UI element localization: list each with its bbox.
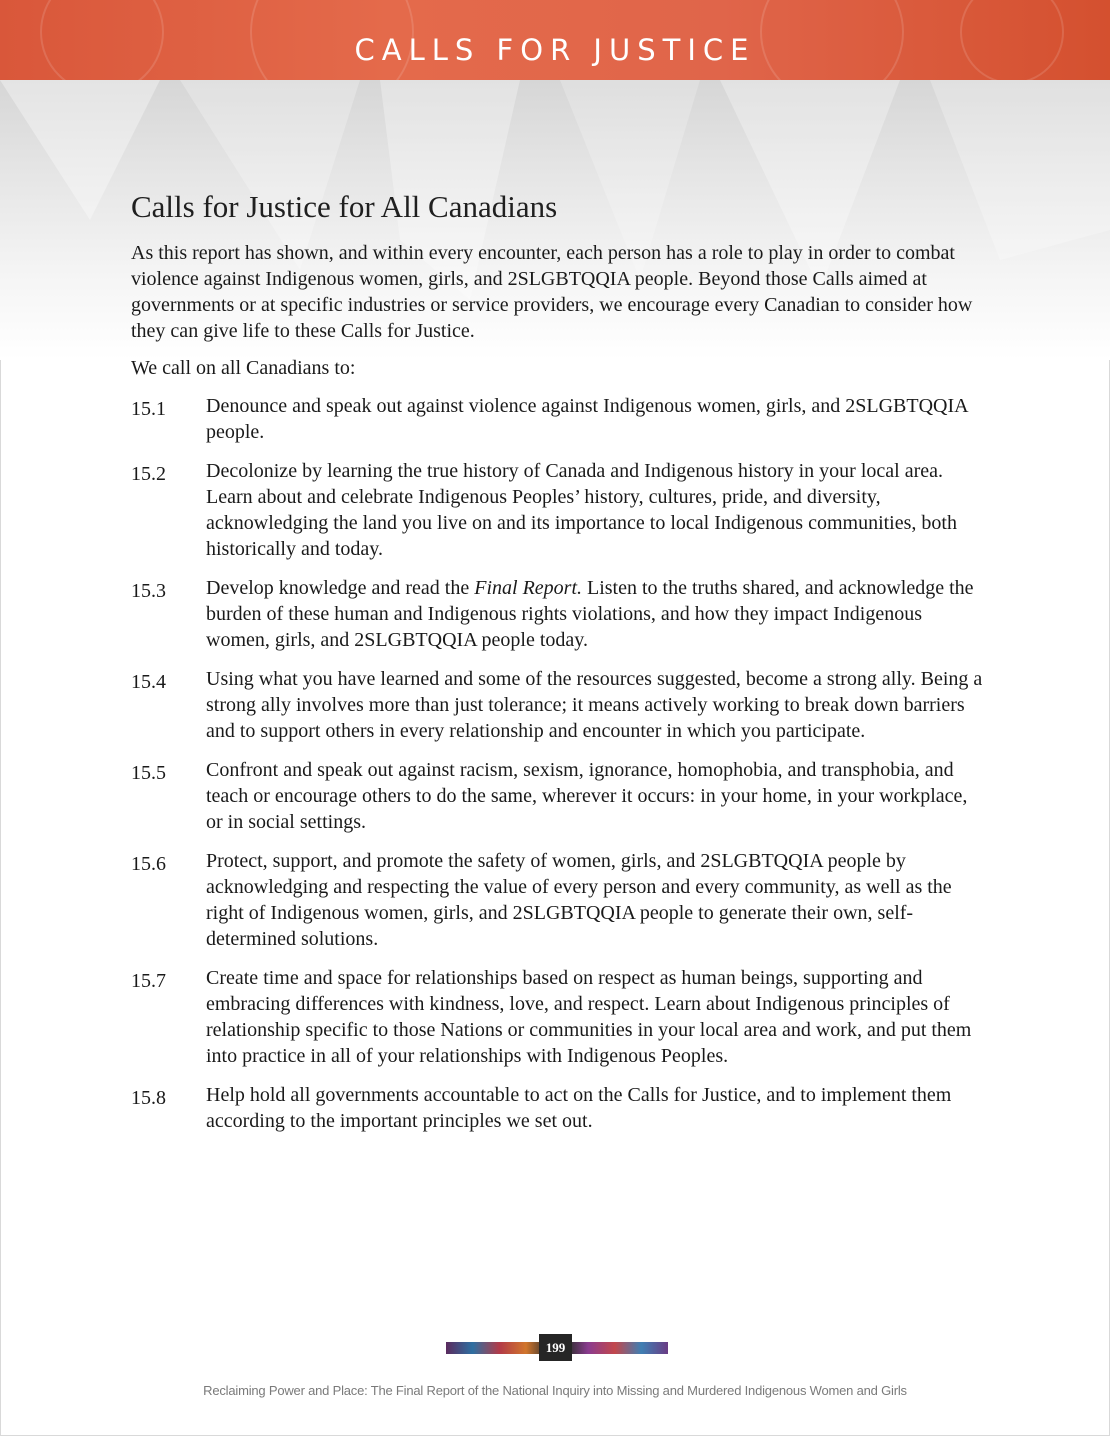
page-number: 199 [539,1334,572,1361]
call-text-end: Listen to the truths shared, and acknowledge the burden of these human and Indigenous rights violations, and how they impact Indigenous women, girls, and 2SLGBTQQIA people today. [206,577,974,651]
header-banner [0,0,1110,80]
call-item [131,458,983,562]
call-item [131,757,983,835]
call-item [131,393,983,445]
call-number: 15.6 [131,853,166,875]
call-text: Denounce and speak out against violence against Indigenous women, girls, and 2SLGBTQQIA people. [206,395,968,443]
call-text: Help hold all governments accountable to act on the Calls for Justice, and to implement them according to the important principles we set out. [206,1084,952,1132]
call-number: 15.8 [131,1087,166,1109]
call-number: 15.2 [131,463,166,485]
main-content [131,186,983,1147]
lead-paragraph: We call on all Canadians to: [131,357,356,379]
call-item [131,666,983,744]
call-number: 15.4 [131,671,166,693]
call-number: 15.3 [131,580,166,602]
call-text: Protect, support, and promote the safety of women, girls, and 2SLGBTQQIA people by acknowledging and respecting the value of every person and every community, as well as the right of Indigenous women, girls, and 2SLGBTQQIA people to generate their own, self-determined solutions. [206,850,952,950]
call-number: 15.1 [131,398,166,420]
call-text: Confront and speak out against racism, sexism, ignorance, homophobia, and transphobia, and teach or encourage others to do the same, wherever it occurs: in your home, in your workplace, or in social settings. [206,759,968,833]
calls-list [131,393,983,1134]
call-text-start: Develop knowledge and read the [206,577,475,599]
call-number: 15.5 [131,762,166,784]
header-title: CALLS FOR JUSTICE [354,33,756,67]
call-text: Using what you have learned and some of the resources suggested, become a strong ally. Being a strong ally involves more than just tolerance; it means actively working to break down barriers and to support others in every relationship and encounter in which you participate. [206,668,983,742]
footer-report-title: Reclaiming Power and Place: The Final Report of the National Inquiry into Missing and Murdered Indigenous Women and Girls [203,1383,907,1398]
final-report-title: Final Report. [474,577,582,599]
call-item [131,575,983,653]
section-title: Calls for Justice for All Canadians [131,189,558,224]
call-item [131,965,983,1069]
call-text: Create time and space for relationships based on respect as human beings, supporting and embracing differences with kindness, love, and respect. Learn about Indigenous principles of relationship specific to those Nations or communities in your local area and work, and put them into practice in all of your relationships with Indigenous Peoples. [206,967,972,1067]
call-text: Decolonize by learning the true history of Canada and Indigenous history in your local area. Learn about and celebrate Indigenous Peoples’ history, cultures, pride, and diversity, acknowledging the land you live on and its importance to local Indigenous communities, both historically and today. [206,460,957,560]
call-number: 15.7 [131,970,166,992]
call-item [131,848,983,952]
call-item [131,1082,983,1134]
call-text [206,575,983,653]
intro-paragraph: As this report has shown, and within every encounter, each person has a role to play in order to combat violence against Indigenous women, girls, and 2SLGBTQQIA people. Beyond those Calls aimed at governments or at specific industries or service providers, we encourage every Canadian to consider how they can give life to these Calls for Justice. [131,242,973,342]
